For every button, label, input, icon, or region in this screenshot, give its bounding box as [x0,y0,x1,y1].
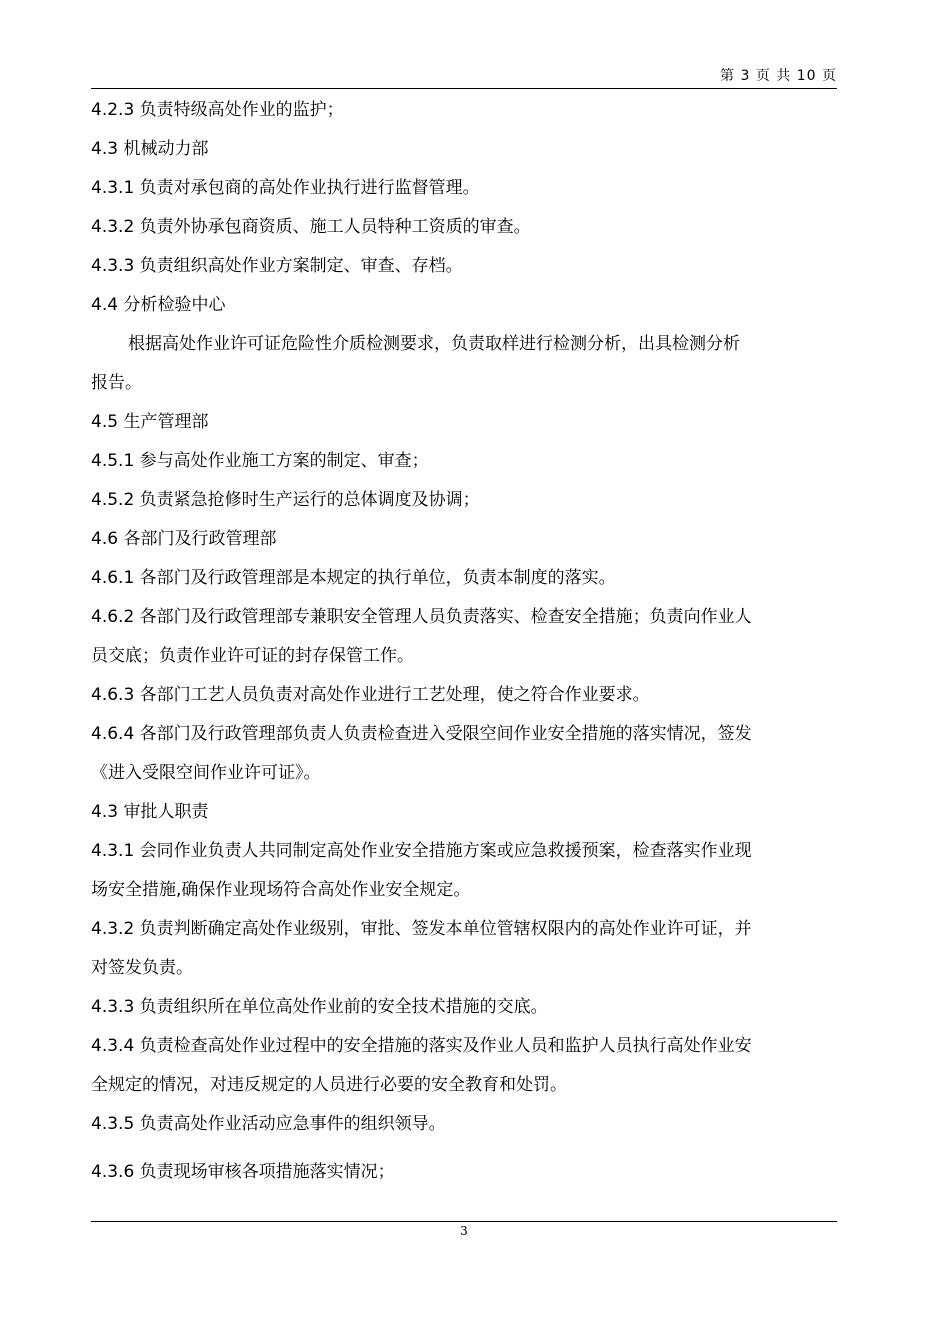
paragraph-line: 4.3.3 负责组织高处作业方案制定、审查、存档。 [91,256,463,276]
paragraph-line: 4.3.3 负责组织所在单位高处作业前的安全技术措施的交底。 [91,997,548,1017]
page-header [91,62,837,89]
paragraph-line: 员交底；负责作业许可证的封存保管工作。 [91,646,414,666]
page-counter: 第 3 页 共 10 页 [720,68,837,84]
paragraph-line: 4.6.2 各部门及行政管理部专兼职安全管理人员负责落实、检查安全措施；负责向作业人 [91,607,752,627]
section-heading: 4.3 机械动力部 [91,139,209,159]
paragraph-line: 根据高处作业许可证危险性介质检测要求，负责取样进行检测分析，出具检测分析 [128,334,740,354]
page-number: 3 [460,1224,468,1238]
section-heading: 4.3 审批人职责 [91,802,209,822]
paragraph-line: 4.3.2 负责判断确定高处作业级别，审批、签发本单位管辖权限内的高处作业许可证，并 [91,919,752,939]
paragraph-line: 对签发负责。 [91,958,193,978]
paragraph-line: 4.5.2 负责紧急抢修时生产运行的总体调度及协调； [91,490,480,510]
paragraph-line: 4.3.1 负责对承包商的高处作业执行进行监督管理。 [91,178,480,198]
paragraph-line: 4.6.4 各部门及行政管理部负责人负责检查进入受限空间作业安全措施的落实情况，签发 [91,724,752,744]
paragraph-line: 4.3.2 负责外协承包商资质、施工人员特种工资质的审查。 [91,217,531,237]
document-body [91,91,837,1192]
paragraph-line: 全规定的情况，对违反规定的人员进行必要的安全教育和处罚。 [91,1075,567,1095]
footer-divider [91,1221,837,1222]
paragraph-line: 4.3.6 负责现场审核各项措施落实情况； [91,1162,395,1182]
paragraph-line: 4.3.5 负责高处作业活动应急事件的组织领导。 [91,1114,446,1134]
paragraph-line: 4.2.3 负责特级高处作业的监护； [91,100,344,120]
section-heading: 4.4 分析检验中心 [91,295,226,315]
section-heading: 4.6 各部门及行政管理部 [91,529,277,549]
paragraph-line: 《进入受限空间作业许可证》。 [91,763,321,783]
paragraph-line: 4.6.3 各部门工艺人员负责对高处作业进行工艺处理，使之符合作业要求。 [91,685,650,705]
paragraph-line: 4.3.1 会同作业负责人共同制定高处作业安全措施方案或应急救援预案，检查落实作业现 [91,841,752,861]
section-heading: 4.5 生产管理部 [91,412,209,432]
paragraph-line: 4.6.1 各部门及行政管理部是本规定的执行单位，负责本制度的落实。 [91,568,616,588]
paragraph-line: 场安全措施,确保作业现场符合高处作业安全规定。 [91,880,471,900]
paragraph-line: 报告。 [91,373,142,393]
paragraph-line: 4.5.1 参与高处作业施工方案的制定、审查； [91,451,429,471]
paragraph-line: 4.3.4 负责检查高处作业过程中的安全措施的落实及作业人员和监护人员执行高处作业安 [91,1036,752,1056]
